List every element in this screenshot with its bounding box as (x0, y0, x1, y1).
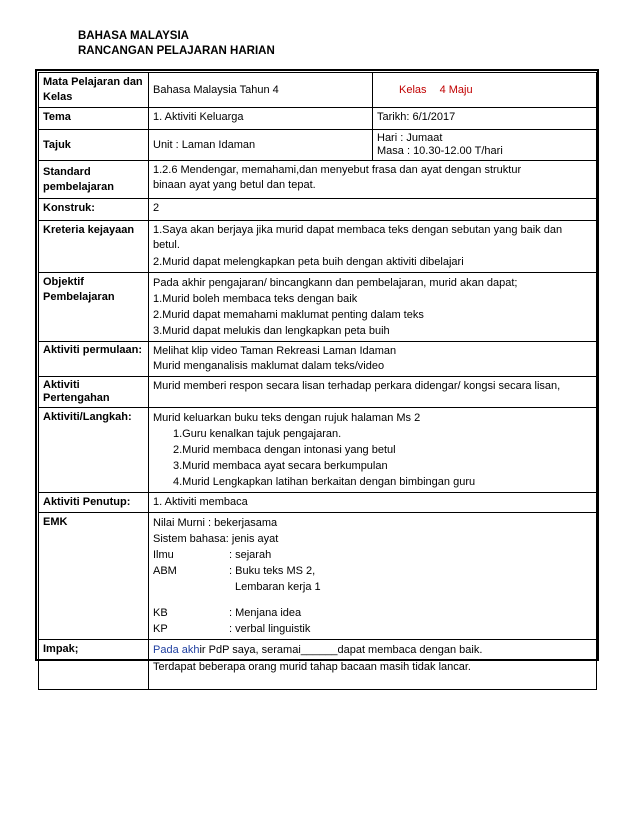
emk-nilai: Nilai Murni : bekerjasama (153, 517, 278, 529)
permulaan-line: Murid menganalisis maklumat dalam teks/video (153, 360, 385, 372)
label-mata-pelajaran: Mata Pelajaran dan Kelas (39, 73, 149, 108)
row-standard (39, 161, 597, 199)
kreteria-line-3: 2.Murid dapat melengkapkan peta buih dengan aktiviti dibelajari (153, 256, 464, 268)
doc-title-subject: BAHASA MALAYSIA (78, 30, 189, 42)
label-kreteria: Kreteria kejayaan (39, 221, 149, 273)
value-pertengahan: Murid memberi respon secara lisan terhadap perkara didengar/ kongsi secara lisan, (149, 377, 597, 408)
emk-kp-val: : verbal linguistik (229, 623, 311, 635)
label-tajuk: Tajuk (39, 130, 149, 161)
kelas-cell (373, 73, 597, 108)
label-emk: EMK (39, 513, 149, 640)
objektif-line: 1.Murid boleh membaca teks dengan baik (153, 293, 358, 305)
lesson-plan-table (38, 72, 597, 690)
objektif-line: 2.Murid dapat memahami maklumat penting dalam teks (153, 309, 424, 321)
value-tajuk: Unit : Laman Idaman (149, 130, 373, 161)
row-kreteria (39, 221, 597, 273)
emk-sistem: Sistem bahasa: jenis ayat (153, 533, 279, 545)
row-penutup (39, 493, 597, 513)
emk-kb-key: KB (153, 607, 168, 619)
label-impak: Impak; (39, 640, 149, 690)
emk-ilmu-key: Ilmu (153, 549, 174, 561)
row-tajuk (39, 130, 597, 161)
value-mata-pelajaran: Bahasa Malaysia Tahun 4 (149, 73, 373, 108)
row-langkah (39, 408, 597, 493)
standard-line-1: 1.2.6 Mendengar, memahami,dan menyebut frasa dan ayat dengan struktur (153, 164, 522, 176)
emk-details (153, 547, 592, 637)
kelas-label: Kelas (399, 83, 427, 96)
value-penutup: 1. Aktiviti membaca (149, 493, 597, 513)
langkah-step: 4.Murid Lengkapkan latihan berkaitan dengan bimbingan guru (173, 476, 476, 488)
row-tema (39, 108, 597, 130)
doc-title-rph: RANCANGAN PELAJARAN HARIAN (78, 45, 275, 57)
value-emk (149, 513, 597, 640)
hari-masa-cell (373, 130, 597, 161)
emk-abm-val: : Buku teks MS 2, (229, 565, 316, 577)
label-langkah: Aktiviti/Langkah: (39, 408, 149, 493)
value-langkah (149, 408, 597, 493)
kelas-value: 4 Maju (439, 83, 473, 96)
label-objektif: Objektif Pembelajaran (39, 273, 149, 342)
label-standard: Standard pembelajaran (39, 161, 149, 199)
impak-line-1 (153, 642, 592, 659)
permulaan-line: Melihat klip video Taman Rekreasi Laman Idaman (153, 345, 397, 357)
emk-kp-key: KP (153, 623, 168, 635)
value-hari: Hari : Jumaat (377, 132, 443, 144)
value-masa: Masa : 10.30-12.00 T/hari (377, 145, 503, 157)
impak-line-1-rest: ir PdP saya, seramai______dapat membaca dengan baik. (199, 644, 483, 656)
impak-line-1-highlight: Pada akh (153, 644, 200, 656)
value-standard (149, 161, 597, 199)
value-impak (149, 640, 597, 690)
impak-line-2: Terdapat beberapa orang murid tahap bacaan masih tidak lancar. (153, 661, 471, 673)
value-tema: 1. Aktiviti Keluarga (149, 108, 373, 130)
value-permulaan (149, 342, 597, 377)
label-permulaan: Aktiviti permulaan: (39, 342, 149, 377)
kreteria-line-2: betul. (153, 239, 180, 251)
row-pertengahan (39, 377, 597, 408)
label-pertengahan: Aktiviti Pertengahan (39, 377, 149, 408)
row-mata-pelajaran (39, 73, 597, 108)
row-impak (39, 640, 597, 690)
row-objektif (39, 273, 597, 342)
emk-ilmu-val: : sejarah (229, 549, 272, 561)
objektif-line: 3.Murid dapat melukis dan lengkapkan peta buih (153, 325, 390, 337)
kreteria-line-1: 1.Saya akan berjaya jika murid dapat membaca teks dengan sebutan yang baik dan (153, 224, 563, 236)
row-konstruk (39, 199, 597, 221)
value-kreteria (149, 221, 597, 273)
langkah-intro: Murid keluarkan buku teks dengan rujuk halaman Ms 2 (153, 412, 421, 424)
langkah-step: 3.Murid membaca ayat secara berkumpulan (173, 460, 388, 472)
standard-line-2: binaan ayat yang betul dan tepat. (153, 179, 316, 191)
objektif-line: Pada akhir pengajaran/ bincangkann dan pembelajaran, murid akan dapat; (153, 277, 518, 289)
label-tema: Tema (39, 108, 149, 130)
row-permulaan (39, 342, 597, 377)
langkah-step: 1.Guru kenalkan tajuk pengajaran. (173, 428, 342, 440)
row-emk (39, 513, 597, 640)
emk-abm-val2: Lembaran kerja 1 (235, 581, 321, 593)
value-tarikh: Tarikh: 6/1/2017 (373, 108, 597, 130)
emk-abm-key: ABM (153, 565, 177, 577)
label-konstruk: Konstruk: (39, 199, 149, 221)
label-penutup: Aktiviti Penutup: (39, 493, 149, 513)
value-objektif (149, 273, 597, 342)
emk-kb-val: : Menjana idea (229, 607, 302, 619)
langkah-step: 2.Murid membaca dengan intonasi yang betul (173, 444, 396, 456)
value-konstruk: 2 (149, 199, 597, 221)
